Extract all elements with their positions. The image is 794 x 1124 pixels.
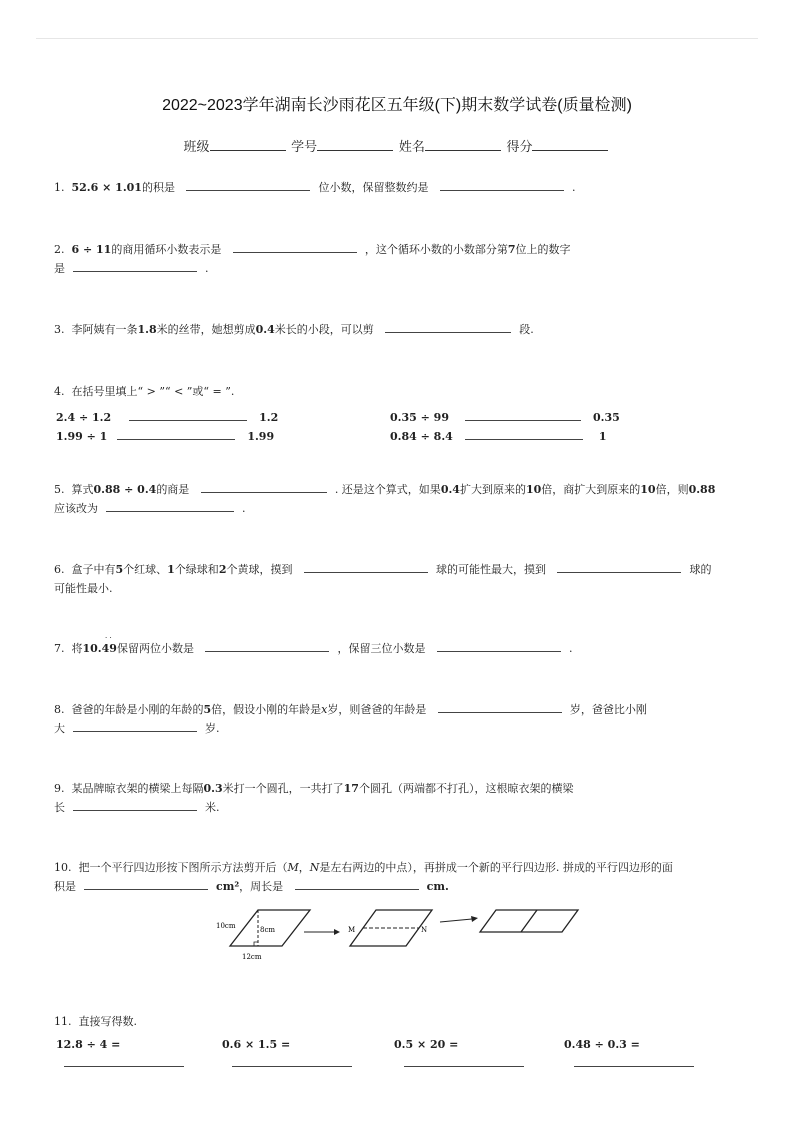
question-2: 2. 6 ÷ 11的商用循环小数表示是 ，这个循环小数的小数部分第7位上的数字 是 . bbox=[54, 240, 571, 278]
answer-blank[interactable] bbox=[574, 1066, 694, 1067]
compare-row: 2.4 ÷ 1.2 1.2 bbox=[56, 408, 278, 424]
oral-item: 0.5 × 20 = bbox=[394, 1038, 459, 1051]
answer-blank[interactable] bbox=[186, 178, 310, 191]
question-10: 10. 把一个平行四边形按下图所示方法剪开后（M，N是左右两边的中点），再拼成一个新的平行四边形. 拼成的平行四边形的面 积是 cm²，周长是 cm. bbox=[54, 861, 673, 893]
label-12cm: 12cm bbox=[242, 953, 262, 961]
name-label: 姓名 bbox=[398, 139, 425, 154]
question-7: 7. 将10.49保留两位小数是 ，保留三位小数是 . bbox=[54, 639, 572, 658]
answer-blank[interactable] bbox=[404, 1066, 524, 1067]
number-label: 学号 bbox=[291, 139, 318, 154]
student-info-row bbox=[0, 136, 794, 155]
question-11: 11. 直接写得数. bbox=[54, 1015, 137, 1028]
score-label: 得分 bbox=[506, 139, 533, 154]
question-6: 6. 盒子中有5个红球、1个绿球和2个黄球，摸到 球的可能性最大，摸到 球的 可能性最小. bbox=[54, 560, 711, 598]
question-8: 8. 爸爸的年龄是小刚的年龄的5倍，假设小刚的年龄是x岁，则爸爸的年龄是 岁，爸爸比小刚 大 岁. bbox=[54, 700, 647, 738]
parallelogram-figure bbox=[210, 902, 590, 966]
answer-blank[interactable] bbox=[557, 560, 681, 573]
answer-blank[interactable] bbox=[295, 877, 419, 890]
answer-blank[interactable] bbox=[205, 639, 329, 652]
compare-row: 1.99 ÷ 1 1.99 bbox=[56, 427, 274, 443]
answer-blank[interactable] bbox=[73, 259, 197, 272]
compare-row: 0.35 ÷ 99 0.35 bbox=[390, 408, 620, 424]
number-field[interactable] bbox=[317, 138, 393, 151]
answer-blank[interactable] bbox=[117, 427, 235, 440]
class-label: 班级 bbox=[183, 139, 210, 154]
answer-blank[interactable] bbox=[437, 639, 561, 652]
answer-blank[interactable] bbox=[129, 408, 247, 421]
label-10cm: 10cm bbox=[216, 922, 236, 930]
answer-blank[interactable] bbox=[465, 408, 581, 421]
label-n: N bbox=[421, 926, 428, 934]
answer-blank[interactable] bbox=[304, 560, 428, 573]
answer-blank[interactable] bbox=[73, 719, 197, 732]
answer-blank[interactable] bbox=[440, 178, 564, 191]
class-field[interactable] bbox=[210, 138, 286, 151]
answer-blank[interactable] bbox=[84, 877, 208, 890]
answer-blank[interactable] bbox=[201, 480, 327, 493]
answer-blank[interactable] bbox=[465, 427, 583, 440]
name-field[interactable] bbox=[425, 138, 501, 151]
oral-item: 0.6 × 1.5 = bbox=[222, 1038, 291, 1051]
new-parallelogram-divider bbox=[521, 910, 537, 932]
answer-blank[interactable] bbox=[232, 1066, 352, 1067]
arrow-2-head bbox=[471, 916, 478, 922]
oral-item: 12.8 ÷ 4 = bbox=[56, 1038, 121, 1051]
question-3: 3. 李阿姨有一条1.8米的丝带，她想剪成0.4米长的小段，可以剪 段. bbox=[54, 320, 534, 339]
repeating-dot: · · bbox=[105, 634, 112, 642]
answer-blank[interactable] bbox=[438, 700, 562, 713]
answer-blank[interactable] bbox=[233, 240, 357, 253]
label-m: M bbox=[348, 926, 356, 934]
question-5: 5. 算式0.88 ÷ 0.4的商是 . 还是这个算式，如果0.4扩大到原来的10倍，商扩大到原来的10倍，则0.88 应该改为 . bbox=[54, 480, 715, 518]
answer-blank[interactable] bbox=[73, 798, 197, 811]
compare-row: 0.84 ÷ 8.4 1 bbox=[390, 427, 606, 443]
arrow-1-head bbox=[334, 929, 340, 935]
answer-blank[interactable] bbox=[106, 499, 234, 512]
question-9: 9. 某品牌晾衣架的横梁上每隔0.3米打一个圆孔，一共打了17个圆孔（两端都不打孔），这根晾衣架的横梁 长 米. bbox=[54, 782, 574, 814]
question-1: 1. 52.6 × 1.01的积是 位小数，保留整数约是 . bbox=[54, 178, 575, 197]
page-title: 2022~2023学年湖南长沙雨花区五年级(下)期末数学试卷(质量检测) bbox=[162, 97, 632, 114]
answer-blank[interactable] bbox=[64, 1066, 184, 1067]
question-4: 4. 在括号里填上“ > ”“ < ”或“ = ”. bbox=[54, 385, 235, 398]
top-rule bbox=[36, 38, 758, 39]
label-8cm: 8cm bbox=[260, 926, 276, 934]
arrow-2 bbox=[440, 919, 472, 922]
score-field[interactable] bbox=[532, 138, 608, 151]
oral-item: 0.48 ÷ 0.3 = bbox=[564, 1038, 640, 1051]
answer-blank[interactable] bbox=[385, 320, 511, 333]
